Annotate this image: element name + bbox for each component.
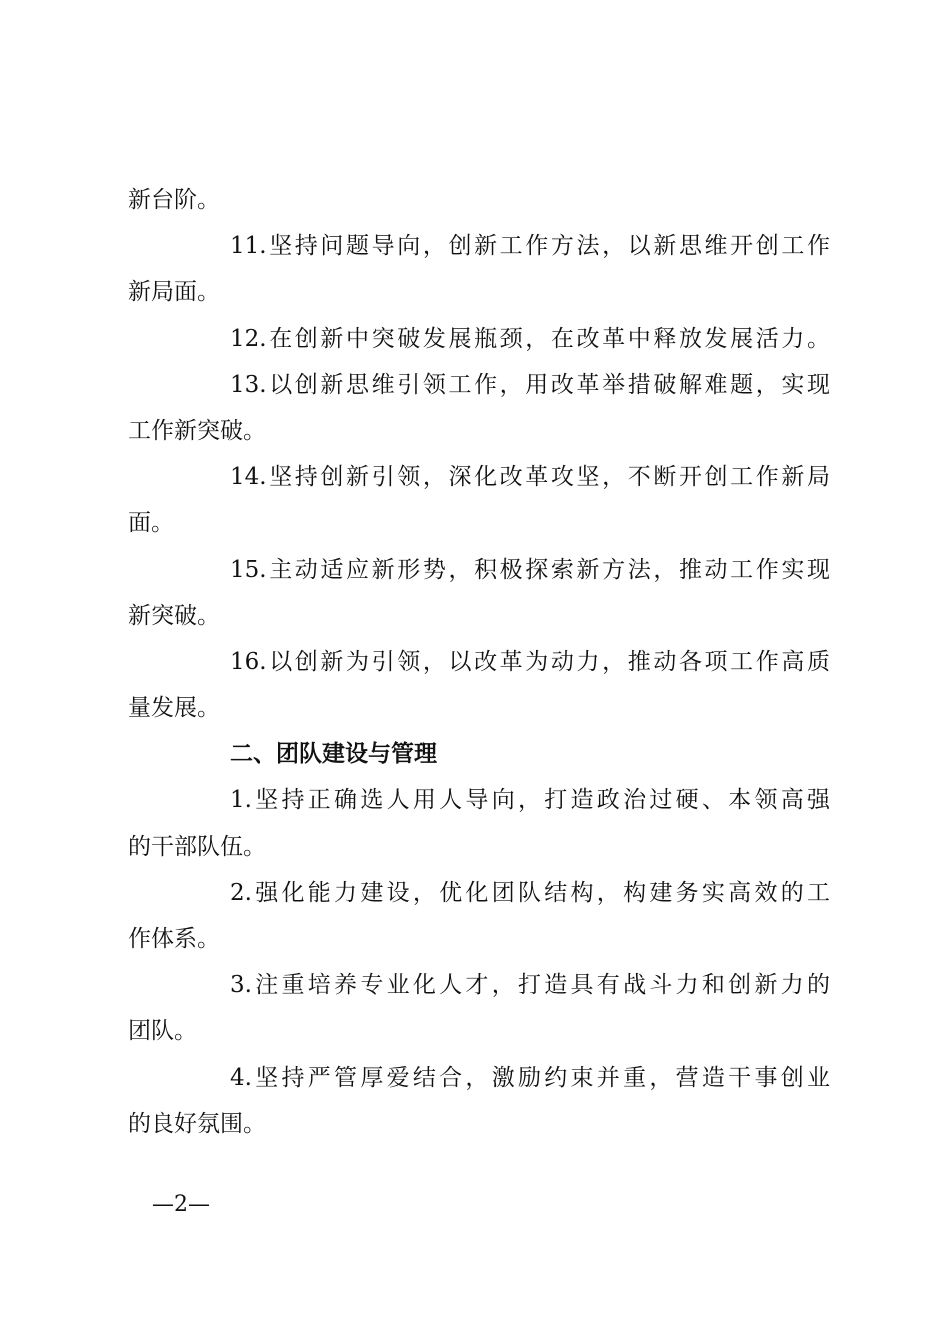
- list-item-2-line-2: 作体系。: [128, 926, 220, 952]
- document-body: [128, 177, 830, 1147]
- paragraph-continuation: 新台阶。: [128, 187, 220, 213]
- list-item-14-line-2: 面。: [128, 510, 174, 537]
- list-item-11-line-1: 11.坚持问题导向，创新工作方法，以新思维开创工作: [230, 233, 830, 260]
- list-item-3-line-1: 3.注重培养专业化人才，打造具有战斗力和创新力的: [230, 972, 830, 999]
- list-item-4-line-2: 的良好氛围。: [128, 1110, 266, 1137]
- list-item-1-line-1: 1.坚持正确选人用人导向，打造政治过硬、本领高强: [230, 787, 830, 814]
- list-item-15-line-1: 15.主动适应新形势，积极探索新方法，推动工作实现: [230, 556, 830, 583]
- list-item-16-line-1: 16.以创新为引领，以改革为动力，推动各项工作高质: [230, 648, 830, 675]
- section-heading: 二、团队建设与管理: [230, 741, 437, 768]
- page-number: —2—: [152, 1192, 210, 1217]
- list-item-16-line-2: 量发展。: [128, 695, 220, 722]
- list-item-12-line-1: 12.在创新中突破发展瓶颈，在改革中释放发展活力。: [230, 325, 830, 352]
- list-item-13-line-1: 13.以创新思维引领工作，用改革举措破解难题，实现: [230, 371, 830, 398]
- list-item-13-line-2: 工作新突破。: [128, 417, 266, 444]
- list-item-14-line-1: 14.坚持创新引领，深化改革攻坚，不断开创工作新局: [230, 464, 830, 491]
- list-item-1-line-2: 的干部队伍。: [128, 833, 266, 860]
- list-item-3-line-2: 团队。: [128, 1018, 197, 1045]
- list-item-2-line-1: 2.强化能力建设，优化团队结构，构建务实高效的工: [230, 879, 830, 906]
- list-item-4-line-1: 4.坚持严管厚爱结合，激励约束并重，营造干事创业: [230, 1064, 830, 1091]
- list-item-11-line-2: 新局面。: [128, 279, 220, 306]
- list-item-15-line-2: 新突破。: [128, 602, 220, 629]
